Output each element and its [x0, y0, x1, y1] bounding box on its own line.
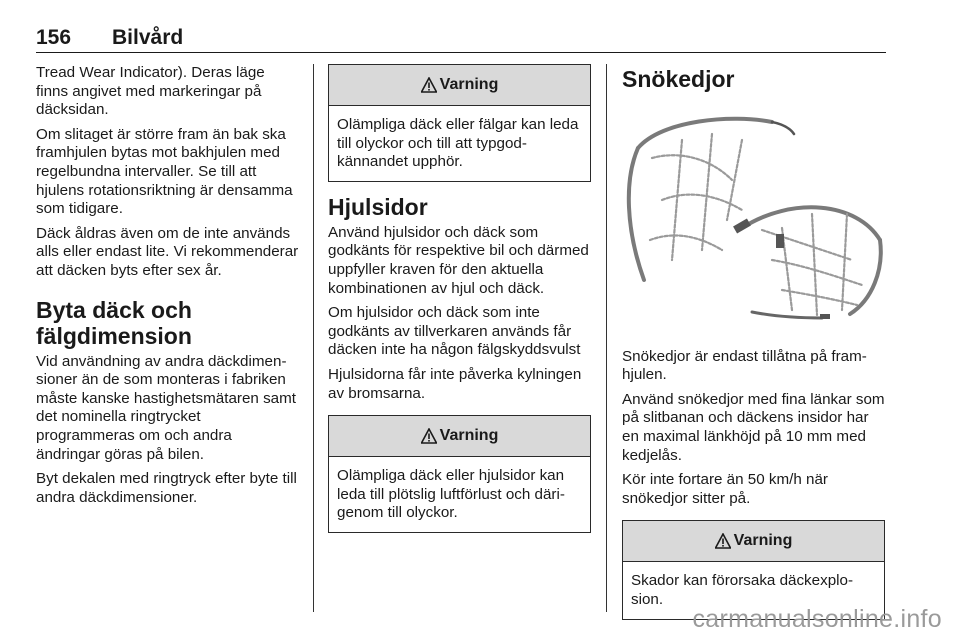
- section-heading-hubcaps: Hjulsidor: [328, 193, 428, 220]
- warning-text: Olämpliga däck eller hjulsidor kan leda till plötslig luftförlust och därigenom till olyckor.: [337, 467, 565, 522]
- column-2: [328, 64, 591, 533]
- warning-text: Olämpliga däck eller fälgar kan leda till olyckor och till att typgodkännandet upphör.: [337, 116, 579, 171]
- column-divider: [606, 64, 607, 612]
- page-number: 156: [36, 26, 72, 49]
- warning-title: Varning: [439, 426, 499, 444]
- warning-triangle-icon: [421, 77, 437, 93]
- watermark: carmanualsonline.info: [692, 605, 942, 633]
- paragraph: Hjulsidorna får inte påverka kylningen av bromsarna.: [328, 365, 582, 402]
- warning-header: [329, 416, 590, 457]
- warning-box: [328, 64, 591, 182]
- paragraph: Om slitaget är större fram än bak ska framhjulen bytas mot bakhjulen med regelbundna intervaller. Se till att hjulens rotationsriktning är densamma som tidigare.: [36, 125, 293, 218]
- section-heading-snow-chains: Snökedjor: [622, 66, 735, 92]
- paragraph: Använd hjulsidor och däck som godkänts för respektive bil och därmed uppfyller kraven för den aktuella kombinationen av hjul och däck.: [328, 223, 589, 297]
- warning-triangle-icon: [715, 533, 731, 549]
- page-header: [36, 26, 886, 53]
- paragraph: Snökedjor är endast tillåtna på framhjulen.: [622, 347, 867, 384]
- warning-triangle-icon: [421, 428, 437, 444]
- warning-box: [328, 415, 591, 533]
- warning-header: [329, 65, 590, 106]
- snow-chains-illustration: [622, 110, 884, 328]
- paragraph: Däck åldras även om de inte används alls eller endast lite. Vi rekommenderar att däcken byts efter sex år.: [36, 224, 299, 279]
- paragraph: Byt dekalen med ringtryck efter byte till andra däckdimensioner.: [36, 470, 297, 506]
- paragraph: Om hjulsidor och däck som inte godkänts av tillverkaren används får däcken inte ha någon fälgskyddsvulst: [328, 304, 581, 359]
- column-3: [622, 64, 885, 620]
- warning-header: [623, 521, 884, 562]
- section-heading-tire-size: Byta däck och fälgdimension: [36, 296, 192, 349]
- paragraph: Tread Wear Indicator). Deras läge finns angivet med markeringar på däcksidan.: [36, 64, 265, 119]
- chapter-title: Bilvård: [112, 26, 184, 49]
- column-1: [36, 64, 299, 513]
- paragraph: Kör inte fortare än 50 km/h när snökedjor sitter på.: [622, 471, 828, 507]
- warning-title: Varning: [733, 532, 793, 550]
- column-divider: [313, 64, 314, 612]
- paragraph: Vid användning av andra däckdimensioner än de som monteras i fabriken måste kanske hastighetsmätaren samt det nominella ringtrycket programmeras om och andra ändringar göras på bilen.: [36, 352, 296, 463]
- warning-title: Varning: [439, 75, 499, 93]
- warning-text: Skador kan förorsaka däckexplosion.: [631, 572, 854, 608]
- paragraph: Använd snökedjor med fina länkar som på slitbanan och däckens insidor har en maximal länkhöjd på 10 mm med kedjelås.: [622, 390, 885, 464]
